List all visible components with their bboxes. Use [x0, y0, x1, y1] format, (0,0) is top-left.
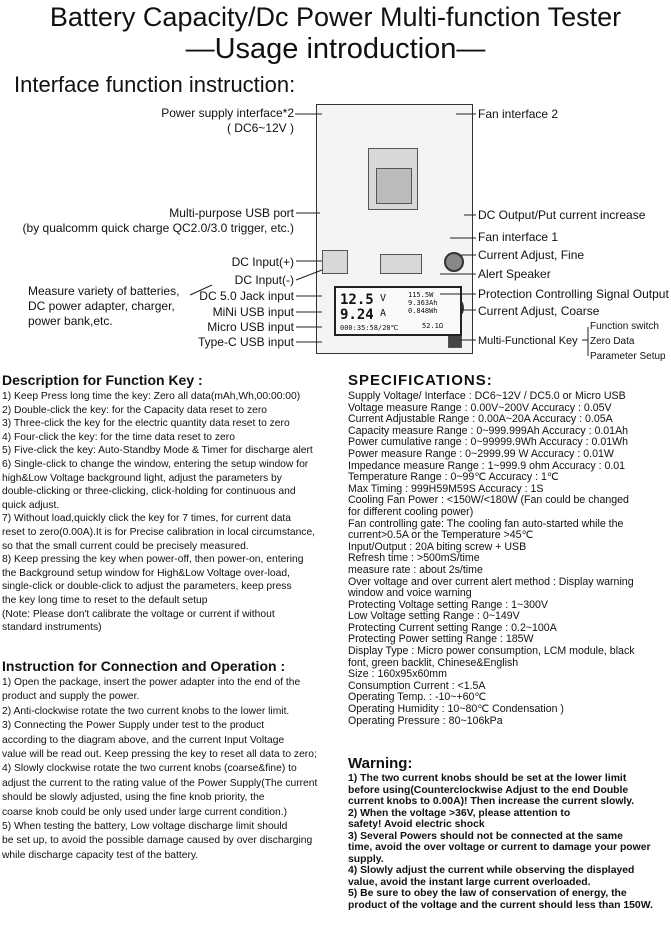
spec-item: Operating Humidity : 10~80℃ Condensation ): [348, 703, 564, 716]
spec-item: Supply Voltage/ Interface : DC6~12V / DC5.0 or Micro USB: [348, 390, 626, 402]
connection-list: [2, 676, 340, 863]
spec-item: Over voltage and over current alert method : Display warning window and voice warning: [348, 575, 634, 600]
warning-list: [348, 773, 670, 911]
connection-item: 5) When testing the battery, Low voltage discharge limit should be set up, to avoid the possible damage caused by over discharging while discharge capacity test of the battery.: [2, 821, 313, 861]
function-key-item: 4) Four-click the key: for the time data reset to zero: [2, 431, 235, 443]
warning-item: 2) When the voltage >36V, please attention to safety! Avoid electric shock: [348, 807, 571, 830]
spec-item: Max Timing : 999H59M59S Accuracy : 1S: [348, 482, 544, 495]
lcd-line3: 0.848Wh: [408, 307, 438, 315]
label-alert-speaker: Alert Speaker: [478, 267, 551, 281]
specifications-heading: SPECIFICATIONS:: [348, 372, 493, 389]
spec-item: Power measure Range : 0~2999.99 W Accuracy : 0.01W: [348, 447, 614, 460]
specifications-list: [348, 391, 670, 727]
warning-item: 4) Slowly adjust the current while observing the displayed value, avoid the instant large current overloaded.: [348, 865, 635, 888]
function-key-note: (Note: Please don't calibrate the voltage or current if without standard instruments): [2, 608, 275, 634]
function-key-item: 3) Three-click the key for the electric quantity data reset to zero: [2, 418, 290, 430]
label-parameter-setup: Parameter Setup: [590, 351, 666, 362]
label-measure-1: Measure variety of batteries,: [28, 284, 180, 298]
spec-item: measure rate : about 2s/time: [348, 563, 483, 576]
label-power-supply: Power supply interface*2: [161, 106, 294, 120]
spec-item: Current Adjustable Range : 0.00A~20A Accuracy : 0.05A: [348, 413, 613, 426]
function-key-item: 5) Five-click the key: Auto-Standby Mode & Timer for discharge alert: [2, 445, 313, 457]
label-fan-2: Fan interface 2: [478, 107, 559, 121]
interface-section-heading: Interface function instruction:: [14, 72, 296, 97]
label-protection: Protection Controlling Signal Output: [478, 287, 669, 301]
label-multi-key: Multi-Functional Key: [478, 335, 578, 347]
spec-item: Consumption Current : <1.5A: [348, 679, 486, 692]
spec-item: Temperature Range : 0~99℃ Accuracy : 1℃: [348, 471, 559, 484]
label-zero-data: Zero Data: [590, 336, 635, 347]
connection-item: 4) Slowly clockwise rotate the two current knobs (coarse&fine) to adjust the current to the rating value of the Power Supply(The current should be slowly adjusted, using the fine knob priority, the coarse knob could be only used under large current condition.): [2, 763, 318, 818]
connection-item: 1) Open the package, insert the power adapter into the end of the product and supply the power.: [2, 677, 301, 703]
label-dc-input-plus: DC Input(+): [231, 255, 294, 269]
function-key-heading: Description for Function Key :: [2, 372, 203, 388]
label-usb-port: Multi-purpose USB port: [169, 206, 294, 220]
page-title: Battery Capacity/Dc Power Multi-function Tester: [49, 2, 622, 32]
spec-item: Size : 160x95x60mm: [348, 668, 447, 681]
spec-item: Capacity measure Range : 0~999.999Ah Accuracy : 0.01Ah: [348, 424, 629, 437]
connection-heading: Instruction for Connection and Operation :: [2, 658, 286, 674]
lcd-current-unit: A: [380, 308, 387, 319]
warning-item: 1) The two current knobs should be set at the lower limit before using(Counterclockwise Adjust to the end Double current knobs to 0.00A)! Then increase the current slowly.: [348, 773, 635, 807]
spec-item: Display Type : Micro power consumption, LCM module, black font, green backlit, Chinese&English: [348, 645, 635, 669]
label-measure-2: DC power adapter, charger,: [28, 299, 175, 313]
label-fan-1: Fan interface 1: [478, 230, 559, 244]
page-subtitle: —Usage introduction—: [185, 33, 486, 65]
warning-item: 5) Be sure to obey the law of conservation of energy, the product of the voltage and the current should less than 150W.: [348, 888, 653, 911]
lcd-line4: 52.1Ω: [422, 322, 444, 330]
connection-item: 3) Connecting the Power Supply under test to the product according to the diagram above, and the current Input Voltage value will be read out. Keep pressing the key to reset all data to zero;: [2, 720, 317, 761]
label-function-switch: Function switch: [590, 321, 659, 332]
spec-item: Operating Temp. : -10~+60℃: [348, 691, 487, 704]
spec-item: Protecting Voltage setting Range : 1~300V: [348, 598, 548, 611]
label-micro-usb: Micro USB input: [207, 320, 294, 334]
label-usb-port-note: (by qualcomm quick charge QC2.0/3.0 trigger, etc.): [22, 221, 294, 235]
spec-item: Protecting Current setting Range : 0.2~100A: [348, 621, 557, 634]
label-current-fine: Current Adjust, Fine: [478, 248, 585, 262]
label-current-coarse: Current Adjust, Coarse: [478, 304, 600, 318]
label-typec-usb: Type-C USB input: [197, 335, 294, 349]
connection-item: 2) Anti-clockwise rotate the two current knobs to the lower limit.: [2, 705, 290, 717]
warning-heading: Warning:: [348, 755, 413, 772]
spec-item: Voltage measure Range : 0.00V~200V Accuracy : 0.05V: [348, 401, 612, 414]
lcd-footer: 000:35:58/20℃: [340, 324, 399, 332]
spec-item: Input/Output : 20A biting screw + USB: [348, 540, 527, 553]
spec-item: Fan controlling gate: The cooling fan auto-started while the current>0.5A or the Temperature >45℃: [348, 517, 624, 542]
spec-item: Refresh time : >500mS/time: [348, 552, 480, 565]
label-mini-usb: MiNi USB input: [212, 305, 294, 319]
warning-item: 3) Several Powers should not be connected at the same time, avoid the over voltage or current to damage your power supply.: [348, 830, 651, 865]
label-dc-input-minus: DC Input(-): [234, 273, 294, 287]
label-measure-3: power bank,etc.: [28, 314, 113, 328]
lcd-voltage: 12.5: [340, 292, 374, 308]
lcd-current: 9.24: [340, 307, 374, 323]
lcd-voltage-unit: V: [380, 293, 387, 304]
function-key-item: 8) Keep pressing the key when power-off, then power-on, entering the Background setup window for High&Low Voltage over-load, single-click or double-click to adjust the parameters, keep press the key long time to reset to the default setup: [2, 554, 304, 606]
lcd-line1: 115.5W: [408, 291, 434, 299]
spec-item: Impedance measure Range : 1~999.9 ohm Accuracy : 0.01: [348, 459, 626, 472]
spec-item: Cooling Fan Power : <150W/<180W (Fan could be changed for different cooling power): [348, 494, 629, 518]
label-dc-output: DC Output/Put current increase: [478, 208, 646, 222]
function-key-item: 6) Single-click to change the window, entering the setup window for high&Low Voltage background light, adjust the parameters by double-clicking or three-clicking, click-holding for continuous and quick adjust.: [2, 458, 309, 511]
label-dc-jack: DC 5.0 Jack input: [199, 289, 294, 303]
function-key-item: 2) Double-click the key: for the Capacity data reset to zero: [2, 404, 267, 416]
function-key-list: [2, 390, 340, 635]
spec-item: Power cumulative range : 0~99999.9Wh Accuracy : 0.01Wh: [348, 436, 628, 449]
function-key-item: 1) Keep Press long time the key: Zero all data(mAh,Wh,00:00:00): [2, 391, 301, 402]
function-key-item: 7) Without load,quickly click the key for 7 times, for current data reset to zero(0.00A).It is for Precise calibration in local circumstance, so that the small current could be precisely measured.: [2, 513, 316, 552]
spec-item: Protecting Power setting Range : 185W: [348, 633, 534, 646]
lcd-line2: 9.363Ah: [408, 299, 438, 307]
label-power-supply-range: ( DC6~12V ): [226, 121, 294, 135]
spec-item: Low Voltage setting Range : 0~149V: [348, 610, 520, 623]
spec-item: Operating Pressure : 80~106kPa: [348, 714, 503, 727]
